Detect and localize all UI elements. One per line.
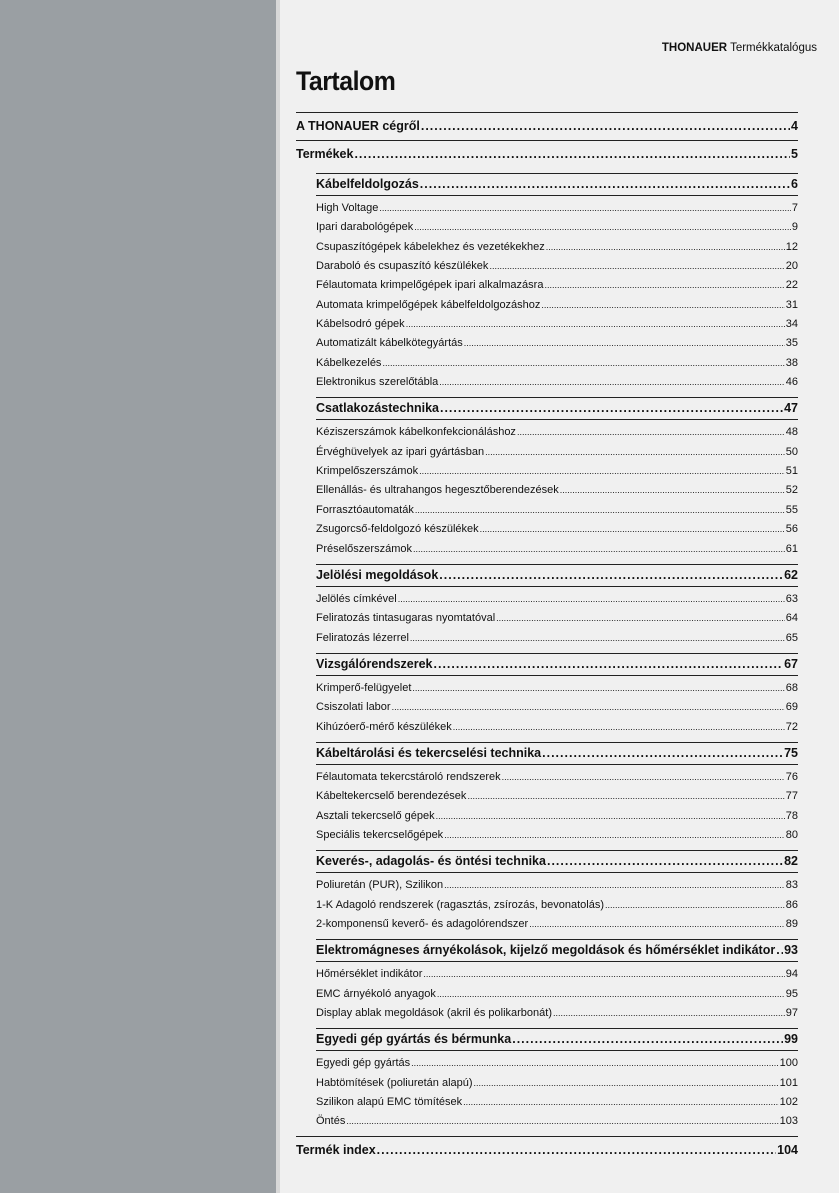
dot-leader — [453, 718, 785, 737]
toc-page-number: 51 — [785, 465, 798, 478]
toc-label: 1-K Adagoló rendszerek (ragasztás, zsírozás, bevonatolás) — [316, 898, 604, 911]
dot-leader — [413, 540, 785, 559]
toc-label: Jelölés címkével — [316, 592, 397, 605]
toc-label: Elektronikus szerelőtábla — [316, 376, 439, 389]
dot-leader — [410, 629, 785, 648]
toc-page-number: 97 — [785, 1007, 798, 1019]
toc-label: Asztali tekercselő gépek — [316, 809, 435, 822]
toc-label: Krimperő-felügyelet — [316, 681, 412, 694]
toc-page-number: 99 — [784, 1032, 798, 1047]
dot-leader — [398, 590, 785, 609]
toc-page-number: 31 — [785, 298, 798, 311]
toc-label: Ipari darabológépek — [316, 221, 414, 234]
toc-page-number: 12 — [785, 240, 798, 253]
toc-label: High Voltage — [316, 202, 379, 214]
toc-page-number: 34 — [785, 318, 798, 331]
toc-item[interactable] — [316, 540, 798, 559]
toc-page-number: 104 — [777, 1142, 798, 1157]
page-title: Tartalom — [296, 66, 396, 96]
dot-leader — [546, 238, 785, 257]
toc-item[interactable] — [316, 826, 798, 845]
toc-item[interactable] — [316, 1054, 798, 1073]
toc-label: Félautomata krimpelőgépek ipari alkalmazásra — [316, 279, 544, 292]
toc-item[interactable] — [316, 481, 798, 500]
toc-item[interactable] — [316, 629, 798, 648]
toc-page-number: 35 — [785, 337, 798, 350]
toc-label: 2-komponensű keverő- és adagolórendszer — [316, 917, 529, 930]
toc-label: Csatlakozástechnika — [316, 401, 439, 416]
toc-section-heading[interactable] — [316, 939, 798, 962]
toc-page-number: 62 — [784, 567, 798, 582]
dot-leader — [480, 520, 785, 539]
toc-page-number: 56 — [785, 523, 798, 536]
toc-item[interactable] — [316, 807, 798, 826]
toc-page-number: 61 — [785, 542, 798, 555]
toc-page-number: 48 — [785, 426, 798, 439]
dot-leader — [560, 481, 785, 500]
toc-label: Display ablak megoldások (akril és polikarbonát) — [316, 1007, 553, 1019]
dot-leader — [464, 334, 785, 353]
dot-leader — [474, 1074, 779, 1093]
toc-item[interactable] — [316, 768, 798, 787]
toc-page-number: 86 — [785, 898, 798, 911]
dot-leader — [547, 851, 783, 872]
toc-item[interactable] — [316, 1074, 798, 1093]
dot-leader — [415, 501, 785, 520]
dot-leader — [354, 141, 790, 168]
catalog-name: Termékkatalógus — [730, 42, 817, 54]
toc-page-number: 82 — [784, 854, 798, 869]
toc-section-heading[interactable] — [316, 742, 798, 765]
dot-leader — [489, 257, 784, 276]
dot-leader — [553, 1004, 785, 1023]
dot-leader — [439, 373, 784, 392]
dot-leader — [406, 315, 785, 334]
dot-leader — [463, 1093, 779, 1112]
toc-item[interactable] — [316, 965, 798, 984]
dot-leader — [444, 826, 785, 845]
dot-leader — [502, 768, 785, 787]
dot-leader — [437, 985, 785, 1004]
toc-section-heading[interactable] — [316, 850, 798, 873]
dot-leader — [346, 1112, 778, 1131]
dot-leader — [423, 965, 784, 984]
toc-page-number: 75 — [784, 745, 798, 760]
toc-item[interactable] — [316, 698, 798, 717]
toc-label: A THONAUER cégről — [296, 119, 420, 133]
toc-page-number: 94 — [785, 968, 798, 981]
toc-item[interactable] — [316, 257, 798, 276]
toc-page-number: 77 — [785, 790, 798, 803]
toc-item[interactable] — [316, 1093, 798, 1112]
toc-page-number: 68 — [785, 681, 798, 694]
dot-leader — [434, 654, 784, 675]
dot-leader — [379, 199, 790, 218]
toc-label: Krimpelőszerszámok — [316, 465, 419, 478]
toc-page-number: 76 — [785, 770, 798, 783]
toc-page-number: 72 — [785, 720, 798, 733]
toc-label: Egyedi gép gyártás — [316, 1057, 411, 1070]
dot-leader — [414, 218, 791, 237]
toc-page-number: 50 — [785, 445, 798, 458]
toc-label: Termékek — [296, 147, 354, 161]
toc-page-number: 6 — [791, 177, 798, 191]
toc-label: Keverés-, adagolás- és öntési technika — [316, 854, 546, 869]
toc-label: Forrasztóautomaták — [316, 503, 414, 516]
toc-item[interactable] — [316, 373, 798, 392]
brand-name: THONAUER — [661, 42, 728, 54]
toc-item[interactable] — [316, 1112, 798, 1131]
toc-label: Öntés — [316, 1115, 346, 1128]
toc-page-number: 80 — [785, 828, 798, 841]
dot-leader — [392, 698, 785, 717]
dot-leader — [496, 609, 785, 628]
toc-label: Speciális tekercselőgépek — [316, 828, 444, 841]
toc-page-number: 95 — [785, 987, 798, 1000]
toc-page-number: 46 — [785, 376, 798, 389]
toc-page-number: 47 — [784, 401, 798, 416]
toc-label: Kábeltekercselő berendezések — [316, 790, 467, 803]
toc-section-heading[interactable] — [316, 173, 798, 196]
toc-label: Kihúzóerő-mérő készülékek — [316, 720, 452, 733]
dot-leader — [411, 1054, 778, 1073]
toc-label: Termék index — [296, 1142, 376, 1157]
dot-leader — [485, 443, 785, 462]
toc-label: Kéziszerszámok kábelkonfekcionáláshoz — [316, 426, 516, 439]
toc-label: Jelölési megoldások — [316, 567, 439, 582]
toc-label: Habtömítések (poliuretán alapú) — [316, 1076, 473, 1089]
toc-page-number: 93 — [784, 943, 798, 958]
toc-label: Hőmérséklet indikátor — [316, 968, 423, 981]
toc-item[interactable] — [316, 501, 798, 520]
toc-label: Automatizált kábelkötegyártás — [316, 337, 463, 350]
toc-label: Kábelfeldolgozás — [316, 177, 419, 191]
toc-page-number: 20 — [785, 260, 798, 273]
toc-item[interactable] — [316, 876, 798, 895]
toc-label: Csiszolati labor — [316, 701, 391, 714]
toc-page-number: 102 — [779, 1096, 798, 1109]
toc-label: Feliratozás lézerrel — [316, 631, 409, 644]
toc-item[interactable] — [316, 718, 798, 737]
toc-page-number: 55 — [785, 503, 798, 516]
toc-label: Préselőszerszámok — [316, 542, 412, 555]
toc-item[interactable] — [316, 238, 798, 257]
dot-leader — [605, 896, 785, 915]
dot-leader — [542, 743, 783, 764]
toc-item[interactable] — [316, 423, 798, 442]
toc-label: Ellenállás- és ultrahangos hegesztőberendezések — [316, 484, 559, 497]
toc-item[interactable] — [316, 199, 798, 218]
toc-item[interactable] — [316, 276, 798, 295]
toc-item[interactable] — [316, 520, 798, 539]
toc-item[interactable] — [316, 985, 798, 1004]
toc-label: Egyedi gép gyártás és bérmunka — [316, 1032, 512, 1047]
toc-page-number: 5 — [791, 147, 798, 161]
dot-leader — [439, 565, 783, 586]
toc-page-number: 9 — [791, 221, 798, 234]
dot-leader — [529, 915, 785, 934]
dot-leader — [776, 940, 783, 961]
dot-leader — [517, 423, 785, 442]
toc-page-number: 4 — [791, 119, 798, 133]
dot-leader — [419, 462, 785, 481]
dot-leader — [421, 113, 790, 140]
toc-section-heading[interactable] — [316, 1028, 798, 1051]
toc-page-number: 69 — [785, 701, 798, 714]
toc-label: Zsugorcső-feldolgozó készülékek — [316, 523, 479, 536]
toc-page-number: 103 — [779, 1115, 798, 1128]
toc-label: Szilikon alapú EMC tömítések — [316, 1096, 463, 1109]
toc-label: Kábeltárolási és tekercselési technika — [316, 745, 542, 760]
toc-label: EMC árnyékoló anyagok — [316, 987, 436, 1000]
toc-item[interactable] — [316, 896, 798, 915]
toc-item[interactable] — [316, 462, 798, 481]
dot-leader — [440, 398, 783, 419]
toc-section-heading[interactable] — [316, 397, 798, 420]
toc-item[interactable] — [316, 590, 798, 609]
toc-item[interactable] — [316, 354, 798, 373]
toc-label: Automata krimpelőgépek kábelfeldolgozáshoz — [316, 298, 541, 311]
toc-item[interactable] — [316, 679, 798, 698]
dot-leader — [377, 1137, 776, 1164]
toc-page-number: 78 — [785, 809, 798, 822]
toc-label: Kábelsodró gépek — [316, 318, 405, 331]
dot-leader — [412, 679, 784, 698]
toc-section-heading[interactable] — [316, 653, 798, 676]
toc-section-heading[interactable] — [316, 564, 798, 587]
dot-leader — [512, 1029, 783, 1050]
toc-top-entry[interactable] — [296, 140, 798, 168]
toc-label: Daraboló és csupaszító készülékek — [316, 260, 489, 273]
toc-page-number: 100 — [779, 1057, 798, 1070]
toc-label: Érvéghüvelyek az ipari gyártásban — [316, 445, 485, 458]
toc-item[interactable] — [316, 609, 798, 628]
table-of-contents — [296, 112, 798, 1164]
toc-label: Elektromágneses árnyékolások, kijelző megoldások és hőmérséklet indikátor — [316, 943, 776, 958]
toc-page-number: 38 — [785, 356, 798, 369]
toc-label: Csupaszítógépek kábelekhez és vezetékekhez — [316, 240, 545, 253]
dot-leader — [444, 876, 785, 895]
toc-page-number: 101 — [779, 1076, 798, 1089]
toc-page-number: 65 — [785, 631, 798, 644]
dot-leader — [382, 354, 784, 373]
toc-page-number: 7 — [791, 202, 798, 214]
toc-item[interactable] — [316, 315, 798, 334]
dot-leader — [544, 276, 784, 295]
toc-page-number: 89 — [785, 917, 798, 930]
toc-page-number: 52 — [785, 484, 798, 497]
dot-leader — [541, 296, 784, 315]
dot-leader — [467, 787, 784, 806]
toc-item[interactable] — [316, 218, 798, 237]
toc-page-number: 63 — [785, 592, 798, 605]
toc-label: Kábelkezelés — [316, 356, 382, 369]
toc-top-entry[interactable] — [296, 1136, 798, 1164]
dot-leader — [420, 174, 790, 195]
toc-label: Vizsgálórendszerek — [316, 656, 433, 671]
toc-page-number: 22 — [785, 279, 798, 292]
gray-sidebar — [0, 0, 276, 1193]
toc-page-number: 67 — [784, 656, 798, 671]
page-header — [662, 42, 817, 54]
toc-label: Félautomata tekercstároló rendszerek — [316, 770, 501, 783]
toc-page-number: 83 — [785, 879, 798, 892]
toc-page-number: 64 — [785, 612, 798, 625]
toc-label: Poliuretán (PUR), Szilikon — [316, 879, 444, 892]
toc-item[interactable] — [316, 334, 798, 353]
toc-item[interactable] — [316, 915, 798, 934]
toc-item[interactable] — [316, 1004, 798, 1023]
toc-item[interactable] — [316, 443, 798, 462]
toc-top-entry[interactable] — [296, 112, 798, 140]
dot-leader — [436, 807, 785, 826]
toc-item[interactable] — [316, 787, 798, 806]
toc-item[interactable] — [316, 296, 798, 315]
toc-label: Feliratozás tintasugaras nyomtatóval — [316, 612, 496, 625]
